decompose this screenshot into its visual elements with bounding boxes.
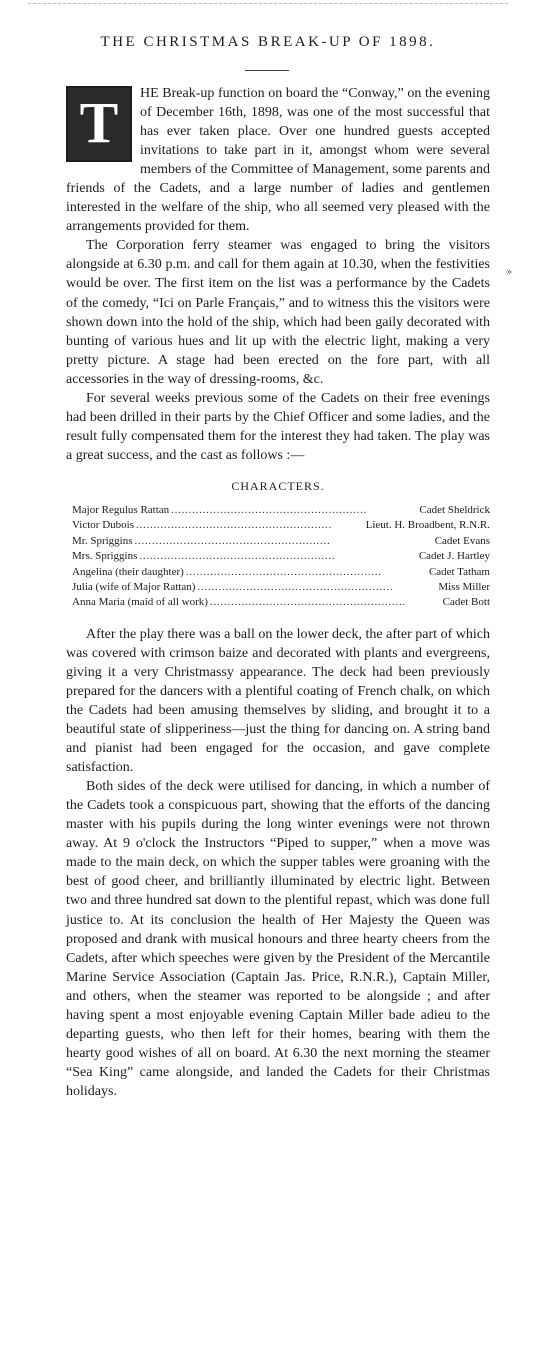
cast-role: Victor Dubois [72, 519, 134, 532]
cast-role: Angelina (their daughter) [72, 565, 184, 578]
cast-role: Mrs. Spriggins [72, 550, 138, 563]
paragraph-2: The Corporation ferry steamer was engaged to bring the visitors alongside at 6.30 p.m. and call for them again at 10.30, when the festivities would be over. The first item on the list was a performance by the Cadets of the comedy, “Ici on Parle Français,” and to witness this the visitors were shown down into the hold of the ship, which had been gaily decorated with bunting of various hues and lit up with the electric light, making a very pretty picture. A stage had been erected on the fore part, with all accessories in the way of dressing-rooms, &c. [66, 238, 490, 387]
top-rule [28, 3, 508, 4]
cast-role: Anna Maria (maid of all work) [72, 596, 208, 609]
title-rule [245, 70, 289, 71]
article-body [66, 84, 490, 1101]
cast-actor: Cadet Tatham [428, 565, 490, 578]
cast-actor: Miss Miller [438, 581, 490, 594]
cast-actor: Cadet J. Hartley [418, 550, 490, 563]
cast-entry [72, 595, 490, 610]
paragraph-5: Both sides of the deck were utilised for dancing, in which a number of the Cadets took a conspicuous part, showing that the efforts of the dancing master with his pupils during the long winter evenings were not thrown away. At 9 o'clock the Instructors “Piped to supper,” when a move was made to the main deck, on which the supper tables were groaning with the best of good cheer, and brilliantly illuminated by electric light. Between two and three hundred sat down to the plentiful repast, which was done full justice to. At its conclusion the health of Her Majesty the Queen was proposed and drank with musical honours and three hearty cheers from the Cadets, after which speeches were given by the President of the Mercantile Marine Service Association (Captain Jas. Price, R.N.R.), Captain Miller, and others, when the steamer was reported to be alongside ; and after having spent a most enjoyable evening Captain Miller bade adieu to the departing guests, who then left for their homes, bearing with them the hearty good wishes of all on board. At 6.30 the next morning the steamer “Sea King” came alongside, and landed the Cadets for their Christmas holidays. [66, 779, 490, 1099]
cast-entry [72, 503, 490, 518]
cast-actor: Cadet Evans [434, 534, 490, 547]
cast-role: Mr. Spriggins [72, 534, 133, 547]
cast-actor: Lieut. H. Broadbent, R.N.R. [365, 519, 490, 532]
cast-entry [72, 518, 490, 533]
margin-mark: » [506, 267, 513, 278]
leader-dots [135, 534, 433, 549]
cast-role: Major Regulus Rattan [72, 503, 170, 516]
paragraph-3: For several weeks previous some of the Cadets on their free evenings had been drilled in their parts by the Chief Officer and some ladies, and the result fully compensated them for the interest they had taken. The play was a great success, and the cast as follows :— [66, 390, 490, 463]
leader-dots [139, 549, 416, 564]
cast-entry [72, 549, 490, 564]
dropcap-letter: T [66, 86, 132, 162]
leader-dots [210, 595, 441, 610]
leader-dots [186, 565, 427, 580]
cast-entry [72, 580, 490, 595]
paragraph-1 [66, 84, 490, 236]
leader-dots [171, 503, 417, 518]
cast-role: Julia (wife of Major Rattan) [72, 581, 196, 594]
paragraph-1-text: HE Break-up function on board the “Conway,” on the evening of December 16th, 1898, was one of the most successful that has ever taken place. Over one hundred guests accepted invitations to take part in it, amongst whom were several members of the Committee of Management, some parents and friends of the Cadets, and a large number of ladies and gentlemen interested in the welfare of the ship, who all seemed very pleased with the arrangements provided for them. [66, 86, 490, 235]
leader-dots [136, 518, 364, 533]
cast-actor: Cadet Bott [442, 596, 490, 609]
cast-actor: Cadet Sheldrick [419, 503, 490, 516]
leader-dots [197, 580, 436, 595]
paragraph-4: After the play there was a ball on the lower deck, the after part of which was covered with crimson baize and decorated with plants and evergreens, giving it a very Christmassy appearance. The deck had been previously prepared for the dancers with a plentiful coating of French chalk, on which the Cadets had been amusing themselves by sliding, and brought it to a beautiful state of slipperiness—just the thing for dancing on. A string band and pianist had been engaged for the occasion, and gave complete satisfaction. [66, 626, 490, 776]
characters-heading: CHARACTERS. [231, 478, 325, 493]
cast-entry [72, 565, 490, 580]
article-title: THE CHRISTMAS BREAK-UP OF 1898. [100, 34, 436, 50]
cast-list [66, 503, 490, 611]
cast-entry [72, 534, 490, 549]
